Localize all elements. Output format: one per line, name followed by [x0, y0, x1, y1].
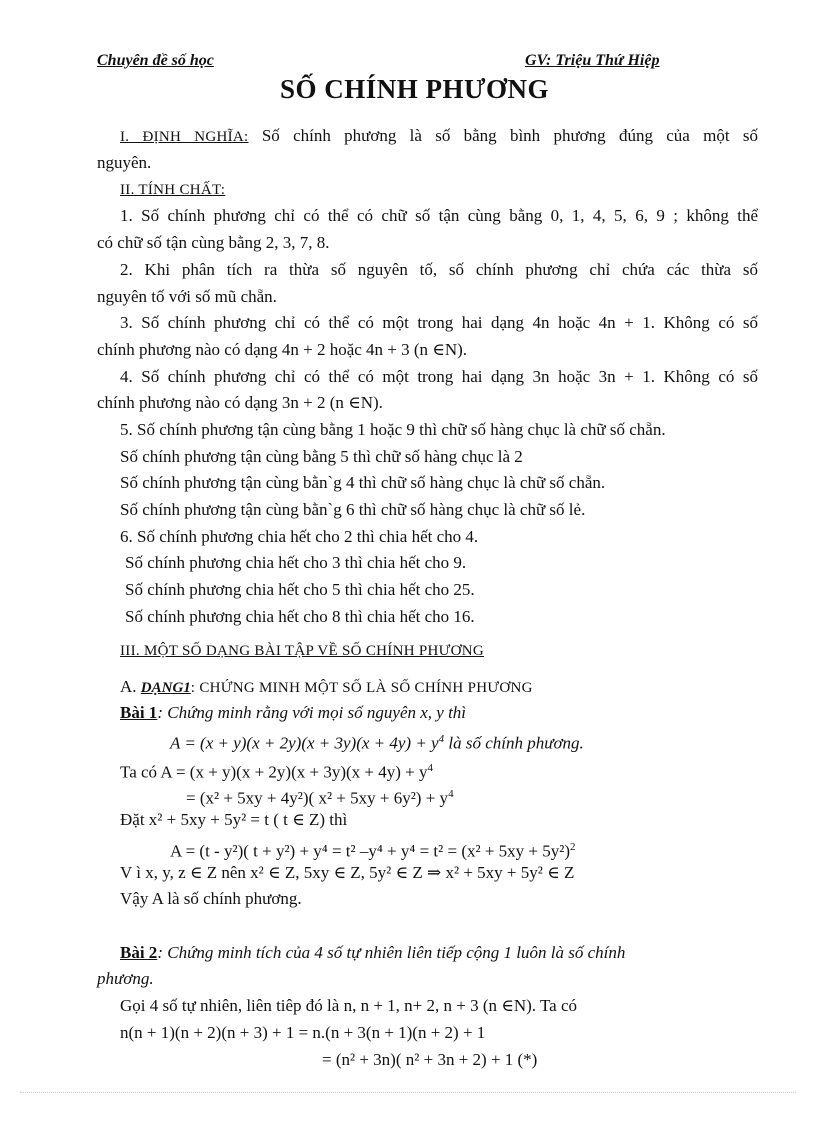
dang1-text: : CHỨNG MINH MỘT SỐ LÀ SỐ CHÍNH PHƯƠNG [190, 680, 533, 696]
bai2-statement [120, 942, 625, 964]
page-bottom-divider [20, 1092, 796, 1093]
bai2-statement-line-2: phương. [97, 969, 154, 988]
section-3-label: III. MỘT SỐ DẠNG BÀI TẬP VỀ SỐ CHÍNH PHƯƠNG [120, 643, 485, 659]
bai1-expr-tail: là số chính phương. [444, 733, 584, 753]
bai1-solution-line [120, 757, 433, 784]
property-line: Số chính phương tận cùng bằng 5 thì chữ số hàng chục là 2 [120, 447, 523, 466]
bai2-solution-line: Gọi 4 số tự nhiên, liên tiêp đó là n, n + 1, n+ 2, n + 3 (n ∈N). Ta có [120, 996, 577, 1015]
solution-sup: 4 [448, 788, 454, 800]
property-line: Số chính phương tận cùng bằn`g 4 thì chữ số hàng chục là chữ số chẵn. [120, 473, 606, 492]
bai2-statement-text: : Chứng minh tích của 4 số tự nhiên liên tiếp cộng 1 luôn là số chính [157, 943, 626, 962]
solution-sup: 4 [427, 762, 434, 774]
section-1-label: I. ĐỊNH NGHĨA: [120, 129, 249, 145]
solution-sup: 2 [570, 841, 576, 853]
property-line: 6. Số chính phương chia hết cho 2 thì chia hết cho 4. [120, 527, 479, 546]
dang1-label: DẠNG1 [140, 680, 191, 696]
solution-text: = (x² + 5xy + 4y²)( x² + 5xy + 6y²) + y [186, 788, 449, 808]
bai1-solution-line: Vậy A là số chính phương. [120, 889, 302, 908]
property-line: nguyên tố với số mũ chẵn. [97, 287, 277, 306]
property-line: có chữ số tận cùng bằng 2, 3, 7, 8. [97, 233, 330, 252]
property-line: 3. Số chính phương chỉ có thể có một trong hai dạng 4n hoặc 4n + 1. Không có số [120, 313, 758, 332]
bai1-label: Bài 1 [120, 703, 158, 722]
bai1-solution-line [170, 836, 576, 863]
property-line: 5. Số chính phương tận cùng bằng 1 hoặc 9 thì chữ số hàng chục là chữ số chẵn. [120, 420, 666, 439]
bai1-statement [120, 702, 466, 724]
property-line: chính phương nào có dạng 3n + 2 (n ∈N). [97, 393, 383, 412]
property-line: 1. Số chính phương chỉ có thể có chữ số tận cùng bằng 0, 1, 4, 5, 6, 9 ; không thể [120, 206, 758, 225]
bai2-solution-line: = (n² + 3n)( n² + 3n + 2) + 1 (*) [322, 1050, 538, 1069]
section-2-label: II. TÍNH CHẤT: [120, 182, 226, 198]
page-title: SỐ CHÍNH PHƯƠNG [280, 74, 550, 104]
property-line: chính phương nào có dạng 4n + 2 hoặc 4n + 3 (n ∈N). [97, 340, 468, 359]
header-right-prefix: GV: [525, 52, 556, 69]
dang1-heading [120, 676, 533, 699]
dang1-prefix: A. [120, 677, 141, 696]
property-line: Số chính phương chia hết cho 3 thì chia hết cho 9. [125, 553, 467, 572]
bai2-label: Bài 2 [120, 943, 158, 962]
property-line: 2. Khi phân tích ra thừa số nguyên tố, số chính phương chỉ chứa các thừa số [120, 260, 758, 279]
definition-text-1: Số chính phương là số bằng bình phương đúng của một số [261, 126, 759, 145]
property-line: Số chính phương chia hết cho 8 thì chia hết cho 16. [125, 607, 475, 626]
property-line: Số chính phương chia hết cho 5 thì chia hết cho 25. [125, 580, 475, 599]
bai1-solution-line: Đặt x² + 5xy + 5y² = t ( t ∈ Z) thì [120, 810, 348, 829]
bai1-expression [170, 728, 584, 755]
bai2-solution-line: n(n + 1)(n + 2)(n + 3) + 1 = n.(n + 3(n + 1)(n + 2) + 1 [120, 1023, 486, 1042]
solution-text: Ta có A = (x + y)(x + 2y)(x + 3y)(x + 4y) + y [120, 762, 428, 782]
bai1-statement-text: : Chứng minh rằng với mọi số nguyên x, y thì [157, 703, 467, 722]
bai1-expr-sup: 4 [438, 733, 445, 745]
solution-text: A = (t - y²)( t + y²) + y⁴ = t² –y⁴ + y⁴ = t² = (x² + 5xy + 5y²) [170, 841, 571, 861]
header-left: Chuyên đề số học [97, 52, 214, 69]
property-line: 4. Số chính phương chỉ có thể có một trong hai dạng 3n hoặc 3n + 1. Không có số [120, 367, 758, 386]
header-right [525, 50, 659, 72]
header-teacher-name: Triệu Thứ Hiệp [555, 52, 660, 69]
definition-line-1 [120, 125, 758, 148]
bai1-solution-line: V ì x, y, z ∈ Z nên x² ∈ Z, 5xy ∈ Z, 5y² ∈ Z ⇒ x² + 5xy + 5y² ∈ Z [120, 863, 575, 882]
definition-line-2: nguyên. [97, 153, 152, 172]
property-line: Số chính phương tận cùng bằn`g 6 thì chữ số hàng chục là chữ số lẻ. [120, 500, 586, 519]
bai1-expr-main: A = (x + y)(x + 2y)(x + 3y)(x + 4y) + y [170, 733, 439, 753]
bai1-solution-line [186, 783, 454, 810]
